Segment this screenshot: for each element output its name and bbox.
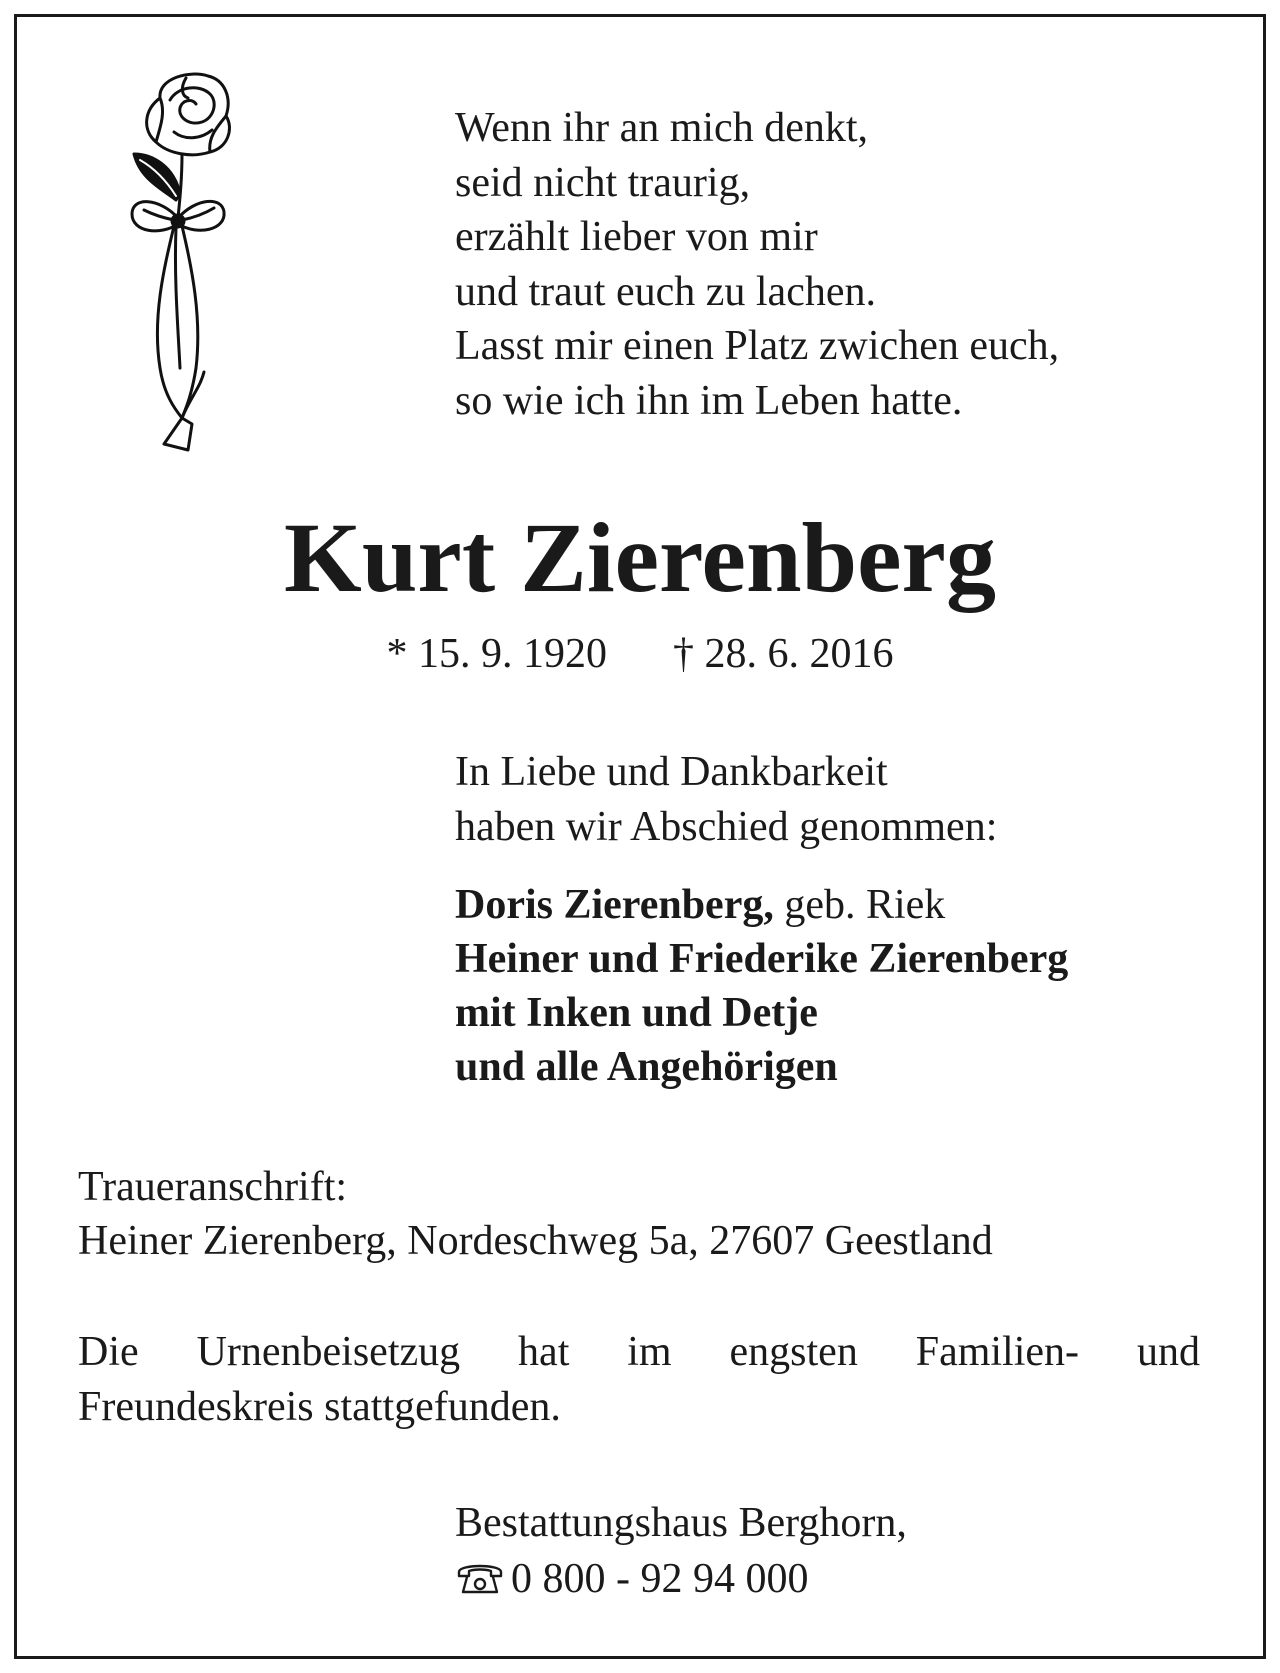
- funeral-home-phone-line: [455, 1551, 907, 1607]
- mourner-line: mit Inken und Detje: [455, 990, 818, 1036]
- notice-word: Familien-: [915, 1329, 1080, 1375]
- farewell-text: [455, 745, 997, 855]
- rose-icon: [130, 68, 250, 458]
- farewell-line: haben wir Abschied genommen:: [455, 804, 998, 850]
- burial-notice: [78, 1325, 1200, 1435]
- life-dates: [0, 627, 1280, 681]
- address-text: Heiner Zierenberg, Nordeschweg 5a, 27607 Geestland: [78, 1218, 993, 1264]
- poem-line: Wenn ihr an mich denkt,: [455, 105, 869, 151]
- birth-date: * 15. 9. 1920: [386, 631, 607, 677]
- notice-word: im: [627, 1329, 672, 1375]
- funeral-home-name: Bestattungshaus Berghorn,: [455, 1500, 907, 1546]
- poem-line: so wie ich ihn im Leben hatte.: [455, 377, 963, 424]
- mourner-line: und alle Angehörigen: [455, 1044, 838, 1090]
- mourner-line: Heiner und Friederike Zierenberg: [455, 936, 1069, 982]
- farewell-line: In Liebe und Dankbarkeit: [455, 749, 888, 795]
- death-date: † 28. 6. 2016: [673, 631, 894, 677]
- mourners-list: [455, 878, 1068, 1094]
- poem-line: Lasst mir einen Platz zwichen euch,: [455, 323, 1060, 369]
- mourner-maiden-name: geb. Riek: [773, 882, 946, 928]
- mourner-line: [455, 878, 1068, 932]
- funeral-home-phone: 0 800 - 92 94 000: [511, 1556, 809, 1602]
- telephone-icon: [455, 1560, 505, 1596]
- address-label: Traueranschrift:: [78, 1164, 348, 1210]
- notice-word: hat: [518, 1329, 570, 1375]
- funeral-home: [455, 1495, 907, 1607]
- poem-line: seid nicht traurig,: [455, 159, 751, 206]
- poem-line: und traut euch zu lachen.: [455, 268, 876, 315]
- notice-line: Freundeskreis stattgefunden.: [78, 1384, 561, 1430]
- notice-line: [78, 1325, 1200, 1380]
- notice-word: Urnenbeisetzug: [196, 1329, 461, 1375]
- poem-line: erzählt lieber von mir: [455, 214, 818, 260]
- poem: [455, 101, 1059, 428]
- notice-word: und: [1136, 1329, 1200, 1375]
- mourner-name: Doris Zierenberg,: [455, 882, 774, 928]
- notice-word: engsten: [729, 1329, 858, 1375]
- notice-word: Die: [78, 1329, 139, 1375]
- mourning-address: [78, 1160, 993, 1268]
- deceased-name: Kurt Zierenberg: [284, 502, 996, 613]
